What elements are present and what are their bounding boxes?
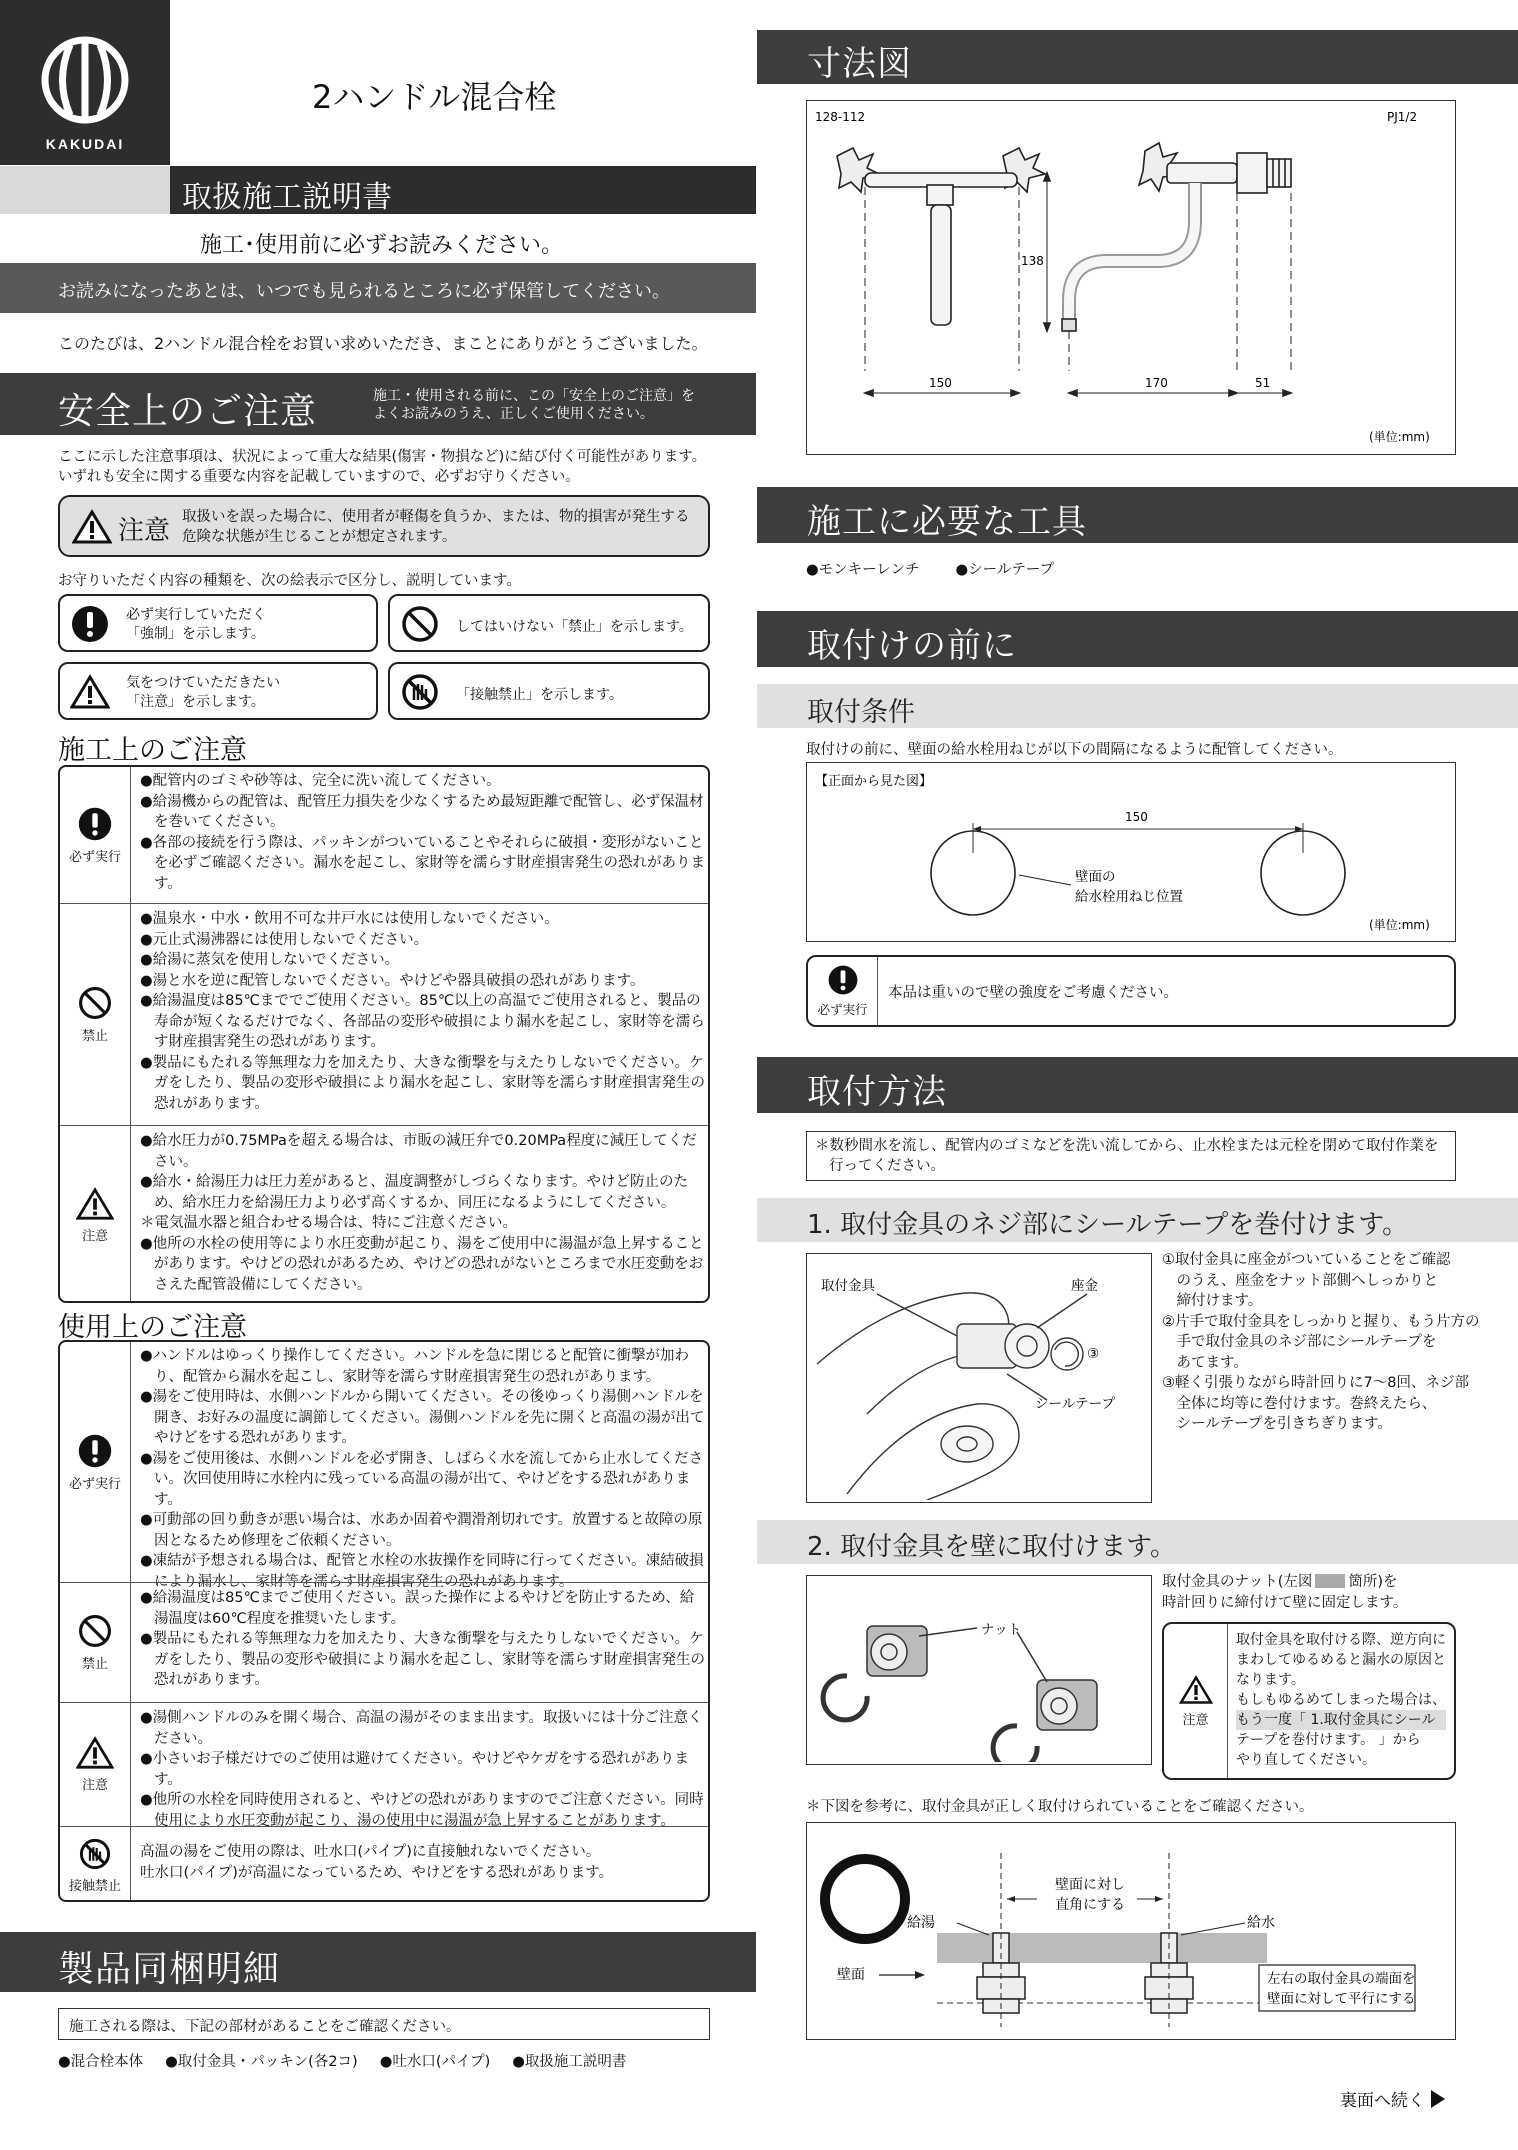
use-row-caution-text: ●湯側ハンドルのみを開く場合、高温の湯がそのまま出ます。取扱いには十分ご注意ください。 ●小さいお子様だけでのご使用は避けてください。やけどやケガをする恐れがあります。 ●他所の水栓を同時使用されると、やけどの恐れがありますのでご注意ください。同時使用により水圧変動が起こり、湯の使用中に湯温が急上昇することがあります。 [140,1710,704,1829]
keep-notice-bar [0,263,756,313]
exclamation-icon [827,964,859,996]
perp-label-line1: 壁面に対し [1055,1877,1125,1893]
contents-section-header [0,1932,756,1992]
nut-label: ナット [981,1622,1022,1638]
wall-label: 壁面の [1075,869,1116,885]
contents-item: ●取付金具・パッキン(各2コ) [165,2054,358,2070]
no-touch-icon [400,672,440,712]
contents-item: ●吐水口(パイプ) [379,2054,491,2070]
step2-check-note: ＊下図を参考に、取付金具が正しく取付けられていることをご確認ください。 [806,1799,1314,1815]
keep-notice: お読みになったあとは、いつでも見られるところに必ず保管してください。 [58,281,670,302]
install-cautions-table [58,765,710,1303]
thread-spec: PJ1/2 [1387,110,1418,124]
kakudai-logo-icon [0,0,170,130]
legend-mandatory: 必ず実行していただく 「強制」を示します。 [58,594,378,652]
parallel-label-line1: 左右の取付金具の端面を [1267,1971,1416,1987]
install-row-mandatory-icon: 必ず実行 [60,767,130,903]
legend-prohibited: してはいけない「禁止」を示します。 [388,594,710,652]
dimensions-section-header [757,30,1518,84]
step2-instructions: 取付金具のナット(左図 箇所)を 時計回りに締付けて壁に固定します。 [1162,1574,1408,1611]
perp-label-line2: 直角にする [1055,1897,1125,1913]
caution-label: 注意 [118,516,171,546]
caution-definition-box: 注意 取扱いを誤った場合に、使用者が軽傷を負うか、または、物的損害が発生する 危険な状態が生じることが想定されます。 [58,495,710,557]
use-row-no-touch-icon: 接触禁止 [60,1826,130,1902]
install-cautions-title: 施工上のご注意 [58,735,247,766]
dim-51-label: 51 [1255,376,1271,390]
thread-position-label: 給水栓用ねじ位置 [1075,889,1183,905]
step1-illustration [806,1253,1152,1503]
method-title: 取付方法 [807,1072,947,1112]
method-note-box: ＊数秒間水を流し、配管内のゴミなどを洗い流してから、止水栓または元栓を閉めて取付作業を 行ってください。 [806,1131,1456,1181]
step1-instructions: ①取付金具に座金がついていることをご確認 のうえ、座金をナット部側へしっかりと 締付けます。 ②片手で取付金具をしっかりと握り、もう片方の 手で取付金具のネジ部にシールテープを あてます。 ③軽く引張りながら時計回りに7〜8回、ネジ部 全体に均等に巻付けます。巻終えたら、 シールテープを引きちぎります。 [1162,1252,1480,1432]
prohibition-icon [400,604,440,644]
step2-header [757,1520,1518,1564]
safety-title: 安全上のご注意 [58,391,318,432]
dim-138-label: 138 [1021,254,1044,268]
safety-side-note: 施工・使用される前に、この「安全上のご注意」を よくお読みのうえ、正しくご使用ください。 [373,388,695,422]
contents-note-box: 施工される際は、下記の部材があることをご確認ください。 [58,2008,710,2040]
warning-triangle-icon [76,1187,114,1221]
contents-title: 製品同梱明細 [58,1949,281,1990]
before-title: 取付けの前に [807,626,1017,666]
use-row-caution-icon: 注意 [60,1702,130,1826]
spacing-label: 150 [1125,810,1148,824]
install-row-caution-text: ●給水圧力が0.75MPaを超える場合は、市販の減圧弁で0.20MPa程度に減圧してください。 ●給水・給湯圧力は圧力差があると、温度調整がしづらくなります。やけど防止のため、給水圧力を給湯圧力より必ず高くするか、同圧になるようにしてください。 ＊電気温水器と組合わせる場合は、特にご注意ください。 ●他所の水栓の使用等により水圧変動が起こり、湯をご使用中に湯温が急上昇することがあります。やけどの恐れがあるため、やけどの恐れがないところまで水圧変動をおさえた配管設備にしてください。 [140,1133,704,1293]
install-row-mandatory-text: ●配管内のゴミや砂等は、完全に洗い流してください。 ●給湯機からの配管は、配管圧力損失を少なくするため最短距離で配管し、必ず保温材を巻いてください。 ●各部の接続を行う際は、パッキンがついていることやそれらに破損・変形がないことを必ずご確認ください。漏水を起こし、家財等を濡らす財産損害発生の恐れがあります。 [140,773,705,892]
contents-item: ●取扱施工説明書 [512,2054,627,2070]
safety-section-header [0,373,756,435]
dim-150-label: 150 [929,376,952,390]
packing-ring-drawing [825,1859,905,1939]
fittings-drawing [823,1626,1097,1762]
product-title: 2ハンドル混合栓 [312,78,557,116]
condition-subheader [757,684,1518,728]
before-section-header [757,611,1518,667]
contents-items [58,2050,626,2071]
tool-item: ●シールテープ [955,562,1055,578]
prohibition-icon [77,985,113,1021]
legend-no-touch: 「接触禁止」を示します。 [388,662,710,720]
wall-band [937,1933,1267,1963]
warning-triangle-icon [72,509,112,545]
faucet-front-view [837,148,1045,396]
weight-notice-text: 本品は重いので壁の強度をご考慮ください。 [888,985,1178,1001]
washer-label: 座金 [1071,1278,1098,1294]
hot-label: 給湯 [907,1915,935,1931]
tool-item: ●モンキーレンチ [806,562,920,578]
use-row-prohibited-text: ●給湯温度は85℃までご使用ください。誤った操作によるやけどを防止するため、給湯温度は60℃程度を推奨いたします。 ●製品にもたれる等無理な力を加えたり、大きな衝撃を与えたりしないでください。ケガをしたり、製品の変形や破損により漏水を起こし、家財等を濡らす財産損害発生の恐れがあります。 [140,1590,705,1688]
dimension-drawing [806,100,1456,455]
use-row-no-touch-text: 高温の湯をご使用の際は、吐水口(パイプ)に直接触れないでください。 吐水口(パイプ)が高温になっているため、やけどをする恐れがあります。 [140,1844,614,1881]
tools-section-header [757,487,1518,543]
highlight-swatch [1315,1574,1345,1588]
step1-header [757,1198,1518,1242]
brand-name: KAKUDAI [45,136,125,152]
prohibition-icon [77,1613,113,1649]
dim-170-label: 170 [1145,376,1168,390]
parallel-label-line2: 壁面に対して平行にする [1267,1991,1416,2007]
fitting-label: 取付金具 [821,1278,875,1294]
alignment-diagram [806,1822,1456,2040]
safety-intro: ここに示した注意事項は、状況によって重大な結果(傷害・物損など)に結び付く可能性があります。 いずれも安全に関する重要な内容を記載していますので、必ずお守りください。 [58,449,707,485]
condition-text: 取付けの前に、壁面の給水栓用ねじが以下の間隔になるように配管してください。 [806,742,1343,758]
no-touch-icon [78,1837,112,1871]
install-row-prohibited-text: ●温泉水・中水・飲用不可な井戸水には使用しないでください。 ●元止式湯沸器には使用しないでください。 ●給湯に蒸気を使用しないでください。 ●湯と水を逆に配管しないでください。やけどや器具破損の恐れがあります。 ●給湯温度は85℃まででご使用ください。85℃以上の高温でご使用されると、製品の寿命が短くなるだけでなく、各部品の変形や破損により漏水を起こし、家財等を濡らす財産損害発生の恐れがあります。 ●製品にもたれる等無理な力を加えたり、大きな衝撃を与えたりしないでください。ケガをしたり、製品の変形や破損により漏水を起こし、家財等を濡らす財産損害発生の恐れがあります。 [140,911,705,1112]
step1-title: 1. 取付金具のネジ部にシールテープを巻付けます。 [807,1210,1409,1240]
weight-notice-box [806,955,1456,1027]
arrow-right-icon [1431,2090,1445,2108]
dim-unit-label: (単位:mm) [1369,430,1430,444]
install-row-caution-icon: 注意 [60,1125,130,1303]
manual-title: 取扱施工説明書 [182,180,392,215]
install-row-prohibited-icon: 禁止 [60,903,130,1125]
read-before-notice: 施工･使用前に必ずお読みください。 [200,233,564,258]
front-view-label: 【正面から見た図】 [815,774,933,789]
step3-marker: ③ [1087,1346,1100,1362]
front-unit-label: (単位:mm) [1369,918,1430,932]
manual-title-bar [0,166,756,214]
use-cautions-table [58,1340,710,1902]
step2-title: 2. 取付金具を壁に取付けます。 [807,1532,1176,1562]
cold-label: 給水 [1247,1915,1275,1931]
warning-triangle-icon [70,674,110,710]
use-row-mandatory-text: ●ハンドルはゆっくり操作してください。ハンドルを急に閉じると配管に衝撃が加わり、配管から漏水を起こし、家財等を濡らす財産損害発生の恐れがあります。 ●湯をご使用時は、水側ハンドルから開いてください。その後ゆっくり湯側ハンドルを開き、お好みの温度に調節してください。湯側ハンドルを先に開くと高温の湯が出てやけどをする恐れがあります。 ●湯をご使用後は、水側ハンドルを必ず開き、しばらく水を流してから止水してください。次回使用時に水栓内に残っている高温の湯が出て、やけどをする恐れがあります。 ●可動部の回り動きが悪い場合は、水あか固着や潤滑剤切れです。放置すると故障の原因となるため修理をご依頼ください。 ●凍結が予想される場合は、配管と水栓の水抜操作を同時に行ってください。凍結破損により漏水し、家財等を濡らす財産損害発生の恐れがあります。 [140,1348,705,1590]
front-view-diagram [806,762,1456,942]
continue-footer: 裏面へ続く [1340,2086,1445,2111]
faucet-side-view [1044,143,1291,396]
condition-title: 取付条件 [807,697,915,728]
tools-title: 施工に必要な工具 [807,502,1087,542]
step2-caution-box: 注意 取付金具を取付ける際、逆方向に まわしてゆるめると漏水の原因と なります。 もしもゆるめてしまった場合は、 もう一度「 1.取付金具にシール テープを巻付けます。 」から やり直してください。 [1162,1622,1456,1780]
use-cautions-title: 使用上のご注意 [58,1312,247,1343]
dimensions-title: 寸法図 [807,44,912,84]
brand-logo [0,0,170,165]
method-section-header [757,1057,1518,1113]
faucet-dimension-svg [807,101,1453,452]
legend-intro: お守りいただく内容の種類を、次の絵表示で区分し、説明しています。 [58,573,521,589]
legend-caution: 気をつけていただきたい 「注意」を示します。 [58,662,378,720]
use-row-prohibited-icon: 禁止 [60,1582,130,1702]
must-label: 必ず実行 [817,1002,868,1017]
warning-triangle-icon [76,1736,114,1770]
exclamation-icon [70,604,110,644]
model-number: 128-112 [815,110,866,124]
tools-list [806,558,1054,579]
contents-item: ●混合栓本体 [58,2054,144,2070]
thanks-text: このたびは、2ハンドル混合栓をお買い求めいただき、まことにありがとうございました。 [58,334,708,353]
tape-label: シールテープ [1035,1396,1116,1412]
exclamation-icon [77,806,113,842]
wall-diagram-label: 壁面 [837,1967,865,1983]
use-row-mandatory-icon: 必ず実行 [60,1342,130,1582]
exclamation-icon [77,1433,113,1469]
warning-triangle-icon [1179,1675,1213,1705]
step2-illustration [806,1575,1152,1765]
